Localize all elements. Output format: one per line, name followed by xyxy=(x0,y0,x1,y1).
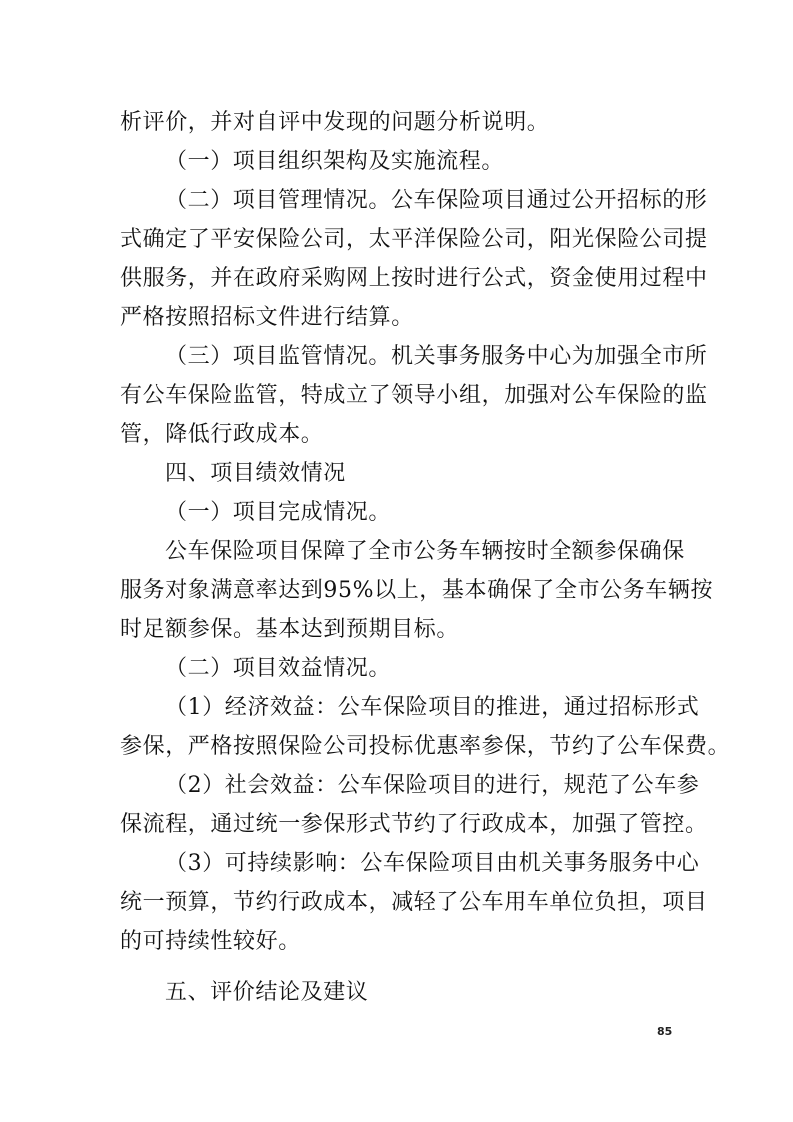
text-line: （三）项目监管情况。机关事务服务中心为加强全市所 xyxy=(165,344,708,369)
text-line: （3）可持续影响：公车保险项目由机关事务服务中心 xyxy=(165,851,700,876)
text-line: 服务对象满意率达到95%以上，基本确保了全市公务车辆按 xyxy=(120,578,714,603)
section-heading: （一）项目组织架构及实施流程。 xyxy=(165,149,505,174)
page-number: 85 xyxy=(657,1025,673,1038)
section-heading: （二）项目效益情况。 xyxy=(165,656,392,681)
text-line: 参保，严格按照保险公司投标优惠率参保，节约了公车保费。 xyxy=(120,734,731,759)
section-heading: 四、项目绩效情况 xyxy=(165,461,346,486)
text-line: 严格按照招标文件进行结算。 xyxy=(120,305,414,330)
text-line: 的可持续性较好。 xyxy=(120,929,301,954)
text-line: 式确定了平安保险公司，太平洋保险公司，阳光保险公司提 xyxy=(120,227,708,252)
section-heading: 五、评价结论及建议 xyxy=(165,980,369,1005)
text-line: 时足额参保。基本达到预期目标。 xyxy=(120,617,460,642)
text-line: 统一预算，节约行政成本，减轻了公车用车单位负担，项目 xyxy=(120,890,708,915)
text-line: 析评价，并对自评中发现的问题分析说明。 xyxy=(120,110,550,135)
section-heading: （一）项目完成情况。 xyxy=(165,500,392,525)
text-line: （二）项目管理情况。公车保险项目通过公开招标的形 xyxy=(165,188,708,213)
text-line: 供服务，并在政府采购网上按时进行公式，资金使用过程中 xyxy=(120,266,708,291)
text-line: 保流程，通过统一参保形式节约了行政成本，加强了管控。 xyxy=(120,812,708,837)
text-line: 有公车保险监管，特成立了领导小组，加强对公车保险的监 xyxy=(120,383,708,408)
text-line: 公车保险项目保障了全市公务车辆按时全额参保确保 xyxy=(165,539,685,564)
text-line: （1）经济效益：公车保险项目的推进，通过招标形式 xyxy=(165,695,700,720)
text-line: 管，降低行政成本。 xyxy=(120,422,324,447)
text-line: （2）社会效益：公车保险项目的进行，规范了公车参 xyxy=(165,773,700,798)
